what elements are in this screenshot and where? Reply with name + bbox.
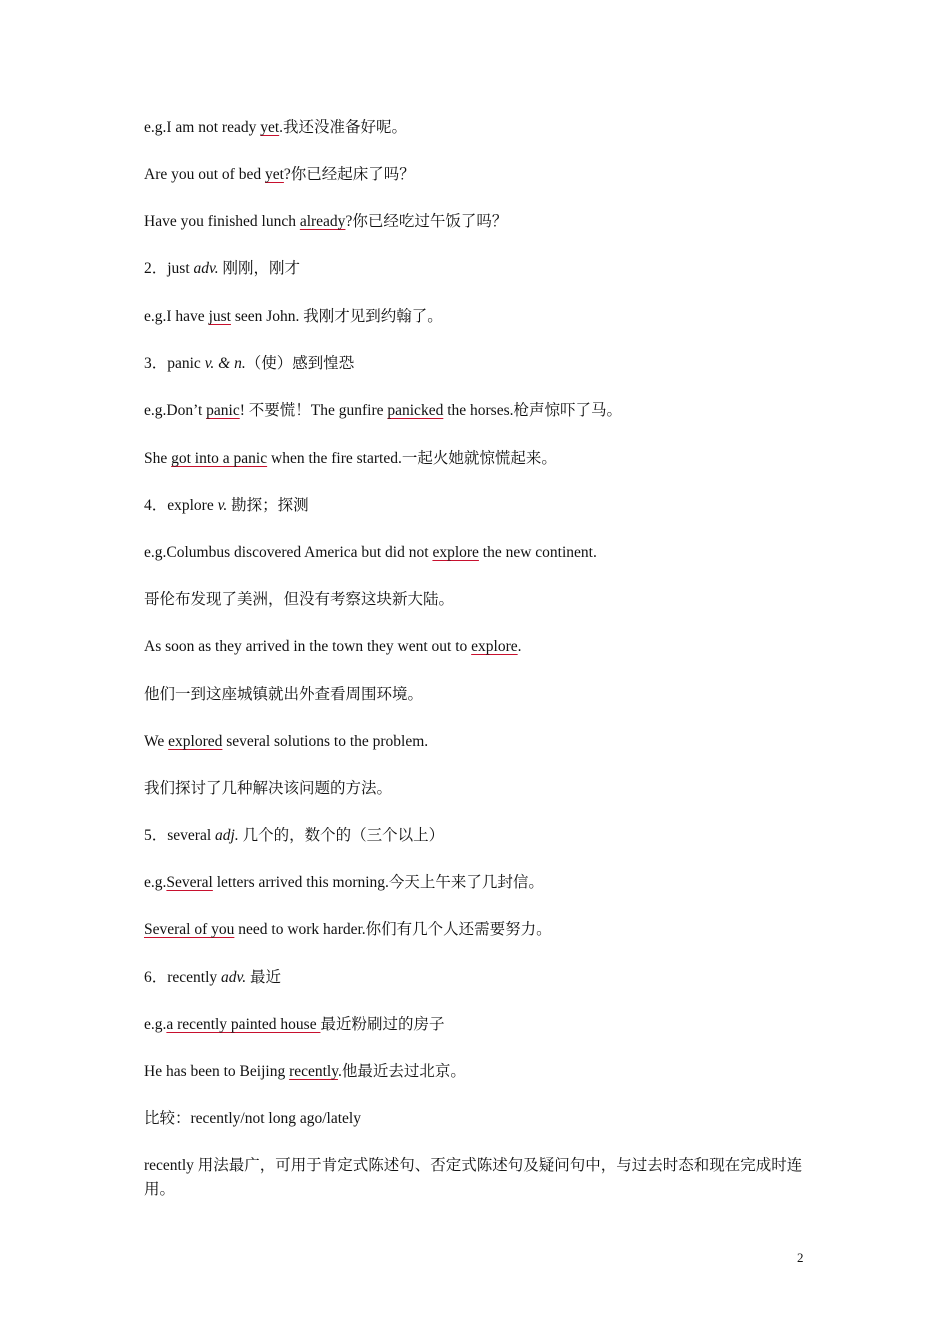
- text-segment: several solutions to the problem.: [222, 733, 429, 750]
- text-segment: e.g.Columbus discovered America but did not: [144, 544, 433, 561]
- text-segment: 比较：recently/not long ago/lately: [144, 1110, 361, 1127]
- text-segment: 勘探；探测: [227, 497, 309, 514]
- text-line: [144, 541, 814, 565]
- text-segment: （使）感到惶恐: [245, 355, 355, 372]
- text-segment: when the fire started.一起火她就惊慌起来。: [267, 450, 557, 467]
- text-segment: Have you finished lunch: [144, 213, 300, 230]
- text-line: [144, 635, 814, 659]
- part-of-speech: v. & n.: [204, 355, 246, 372]
- text-line: [144, 871, 814, 895]
- text-line: [144, 305, 814, 329]
- text-line: [144, 1013, 814, 1037]
- text-segment: e.g.Don’t: [144, 402, 207, 419]
- text-line: [144, 494, 814, 518]
- underlined-term: got into a panic: [171, 450, 268, 467]
- text-line: [144, 588, 814, 612]
- text-segment: As soon as they arrived in the town they went out to: [144, 638, 472, 655]
- text-segment: 他们一到这座城镇就出外查看周围环境。: [144, 686, 424, 703]
- text-segment: 几个的，数个的（三个以上）: [238, 827, 445, 844]
- part-of-speech: adv.: [193, 260, 219, 277]
- text-line: [144, 399, 814, 423]
- text-segment: e.g.: [144, 1016, 167, 1033]
- text-segment: .: [517, 638, 522, 655]
- text-line: [144, 777, 814, 801]
- text-segment: e.g.I have: [144, 308, 209, 325]
- underlined-term: panic: [206, 402, 240, 419]
- page-number: 2: [797, 1250, 804, 1265]
- underlined-term: explore: [432, 544, 479, 561]
- text-segment: the horses.枪声惊吓了马。: [443, 402, 622, 419]
- part-of-speech: adv.: [221, 969, 247, 986]
- text-line: [144, 447, 814, 471]
- text-segment: .他最近去过北京。: [338, 1063, 466, 1080]
- underlined-term: explored: [168, 733, 223, 750]
- underlined-term: recently: [289, 1063, 338, 1080]
- underlined-term: explore: [471, 638, 518, 655]
- underlined-term: just: [208, 308, 231, 325]
- underlined-term: Several: [166, 874, 213, 891]
- part-of-speech: v.: [217, 497, 228, 514]
- text-segment: Are you out of bed: [144, 166, 265, 183]
- text-segment: the new continent.: [478, 544, 597, 561]
- text-line: [144, 163, 814, 187]
- text-segment: 3．panic: [144, 355, 205, 372]
- text-line: [144, 918, 814, 942]
- text-segment: We: [144, 733, 169, 750]
- text-segment: letters arrived this morning.今天上午来了几封信。: [212, 874, 544, 891]
- text-segment: recently 用法最广，可用于肯定式陈述句、否定式陈述句及疑问句中，与过去时态和现在完成时连用。: [144, 1157, 803, 1198]
- underlined-term: a recently painted house: [166, 1016, 321, 1033]
- underlined-term: already: [299, 213, 346, 230]
- underlined-term: yet: [260, 119, 280, 136]
- text-segment: ?你已经起床了吗？: [283, 166, 415, 183]
- part-of-speech: adj.: [215, 827, 239, 844]
- text-line: [144, 210, 814, 234]
- text-line: [144, 683, 814, 707]
- text-segment: ! 不要慌！The gunfire: [239, 402, 388, 419]
- text-line: [144, 1060, 814, 1084]
- underlined-term: panicked: [387, 402, 444, 419]
- text-segment: 最近: [246, 969, 282, 986]
- text-segment: 5．several: [144, 827, 216, 844]
- text-segment: He has been to Beijing: [144, 1063, 290, 1080]
- text-line: [144, 352, 814, 376]
- text-line: [144, 1154, 814, 1202]
- text-segment: 6．recently: [144, 969, 222, 986]
- text-line: [144, 966, 814, 990]
- text-line: [144, 257, 814, 281]
- text-segment: .我还没准备好呢。: [279, 119, 408, 136]
- text-line: [144, 116, 814, 140]
- text-segment: e.g.: [144, 874, 167, 891]
- text-segment: 4．explore: [144, 497, 218, 514]
- text-segment: She: [144, 450, 172, 467]
- text-segment: seen John. 我刚才见到约翰了。: [230, 308, 443, 325]
- text-line: [144, 824, 814, 848]
- text-segment: 我们探讨了几种解决该问题的方法。: [144, 780, 393, 797]
- text-segment: 哥伦布发现了美洲，但没有考察这块新大陆。: [144, 591, 455, 608]
- text-line: [144, 1107, 814, 1131]
- text-segment: ?你已经吃过午饭了吗？: [345, 213, 508, 230]
- underlined-term: yet: [264, 166, 284, 183]
- text-segment: 2．just: [144, 260, 194, 277]
- text-segment: need to work harder.你们有几个人还需要努力。: [234, 921, 552, 938]
- underlined-term: Several of you: [144, 921, 235, 938]
- text-line: [144, 730, 814, 754]
- text-segment: e.g.I am not ready: [144, 119, 261, 136]
- text-segment: 最近粉刷过的房子: [320, 1016, 445, 1033]
- text-segment: 刚刚，刚才: [218, 260, 301, 277]
